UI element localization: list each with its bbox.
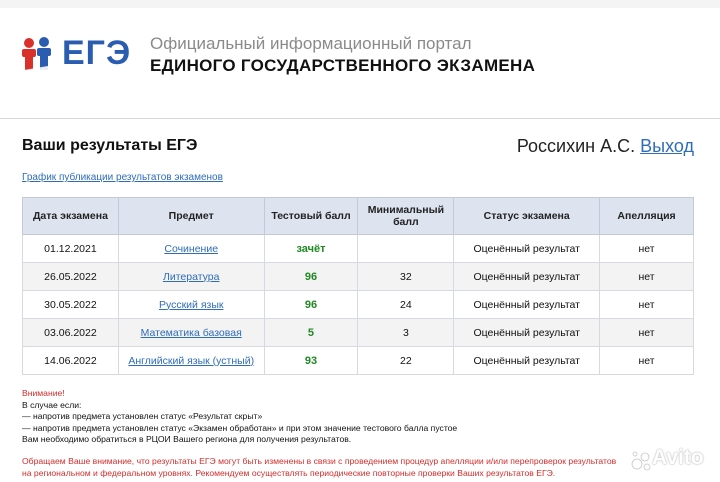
- subject-link[interactable]: Английский язык (устный): [128, 354, 255, 367]
- cell-score: 5: [264, 319, 358, 347]
- notes-item-hidden: — напротив предмета установлен статус «Результат скрыт»: [22, 411, 263, 422]
- cell-subject: [118, 263, 264, 291]
- cell-date: 26.05.2022: [23, 263, 119, 291]
- schedule-link[interactable]: График публикации результатов экзаменов: [22, 172, 223, 183]
- cell-score: 96: [264, 291, 358, 319]
- col-header-score: Тестовый балл: [264, 198, 358, 235]
- notes-contact: Вам необходимо обратиться в РЦОИ Вашего региона для получения результатов.: [22, 434, 352, 445]
- avito-watermark-text: Avito: [652, 446, 704, 469]
- ege-logo[interactable]: [20, 34, 132, 80]
- cell-status: Оценённый результат: [454, 319, 600, 347]
- col-header-min-score: Минимальный балл: [358, 198, 454, 235]
- cell-date: 14.06.2022: [23, 347, 119, 375]
- attention-line-1: Обращаем Ваше внимание, что результаты ЕГЭ могут быть изменены в связи с проведением процедур апелляции и/или перепроверок результатов: [22, 456, 617, 466]
- cell-date: 30.05.2022: [23, 291, 119, 319]
- table-row: [23, 347, 694, 375]
- cell-min-score: [358, 235, 454, 263]
- cell-appeal: нет: [600, 235, 694, 263]
- notes-case: В случае если:: [22, 399, 82, 410]
- cell-appeal: нет: [600, 263, 694, 291]
- table-row: [23, 235, 694, 263]
- table-header-row: [23, 198, 694, 235]
- cell-appeal: нет: [600, 319, 694, 347]
- cell-min-score: 32: [358, 263, 454, 291]
- subject-link[interactable]: Русский язык: [158, 298, 224, 311]
- cell-appeal: нет: [600, 291, 694, 319]
- cell-subject: [118, 235, 264, 263]
- attention-line-2: на региональном и федеральном уровнях. Рекомендуем осуществлять периодические повторные проверки Ваших результатов ЕГЭ.: [22, 467, 556, 478]
- subject-link[interactable]: Сочинение: [164, 242, 219, 255]
- logout-link[interactable]: Выход: [640, 136, 694, 156]
- cell-score: зачёт: [264, 235, 358, 263]
- attention-note: [22, 456, 702, 479]
- col-header-appeal: Апелляция: [600, 198, 694, 235]
- cell-status: Оценённый результат: [454, 291, 600, 319]
- subject-link[interactable]: Литература: [162, 270, 220, 283]
- portal-title: ЕДИНОГО ГОСУДАРСТВЕННОГО ЭКЗАМЕНА: [150, 56, 536, 75]
- logo-text: ЕГЭ: [62, 34, 132, 72]
- cell-score: 96: [264, 263, 358, 291]
- warning-heading: Внимание!: [22, 388, 65, 398]
- cell-date: 01.12.2021: [23, 235, 119, 263]
- col-header-status: Статус экзамена: [454, 198, 600, 235]
- table-row: [23, 319, 694, 347]
- cell-min-score: 22: [358, 347, 454, 375]
- cell-status: Оценённый результат: [454, 347, 600, 375]
- col-header-subject: Предмет: [118, 198, 264, 235]
- cell-status: Оценённый результат: [454, 235, 600, 263]
- col-header-date: Дата экзамена: [23, 198, 119, 235]
- subject-link[interactable]: Математика базовая: [140, 326, 242, 339]
- table-row: [23, 291, 694, 319]
- notes-item-processed: — напротив предмета установлен статус «Экзамен обработан» и при этом значение тестового балла пустое: [22, 422, 458, 433]
- results-table: [22, 197, 694, 375]
- cell-date: 03.06.2022: [23, 319, 119, 347]
- ege-logo-figures-icon: [20, 34, 66, 80]
- avito-dots-icon: [630, 450, 652, 472]
- cell-status: Оценённый результат: [454, 263, 600, 291]
- portal-subtitle: Официальный информационный портал: [150, 34, 472, 53]
- cell-subject: [118, 347, 264, 375]
- avito-watermark: [630, 444, 714, 474]
- notes-block: [22, 388, 457, 446]
- top-bar: [0, 0, 720, 8]
- cell-subject: [118, 319, 264, 347]
- site-header: [0, 8, 720, 119]
- cell-score: 93: [264, 347, 358, 375]
- cell-appeal: нет: [600, 347, 694, 375]
- user-name: Россихин А.С.: [516, 136, 636, 156]
- table-row: [23, 263, 694, 291]
- cell-min-score: 3: [358, 319, 454, 347]
- user-box: [517, 136, 694, 157]
- cell-subject: [118, 291, 264, 319]
- page-title: Ваши результаты ЕГЭ: [22, 137, 198, 154]
- cell-min-score: 24: [358, 291, 454, 319]
